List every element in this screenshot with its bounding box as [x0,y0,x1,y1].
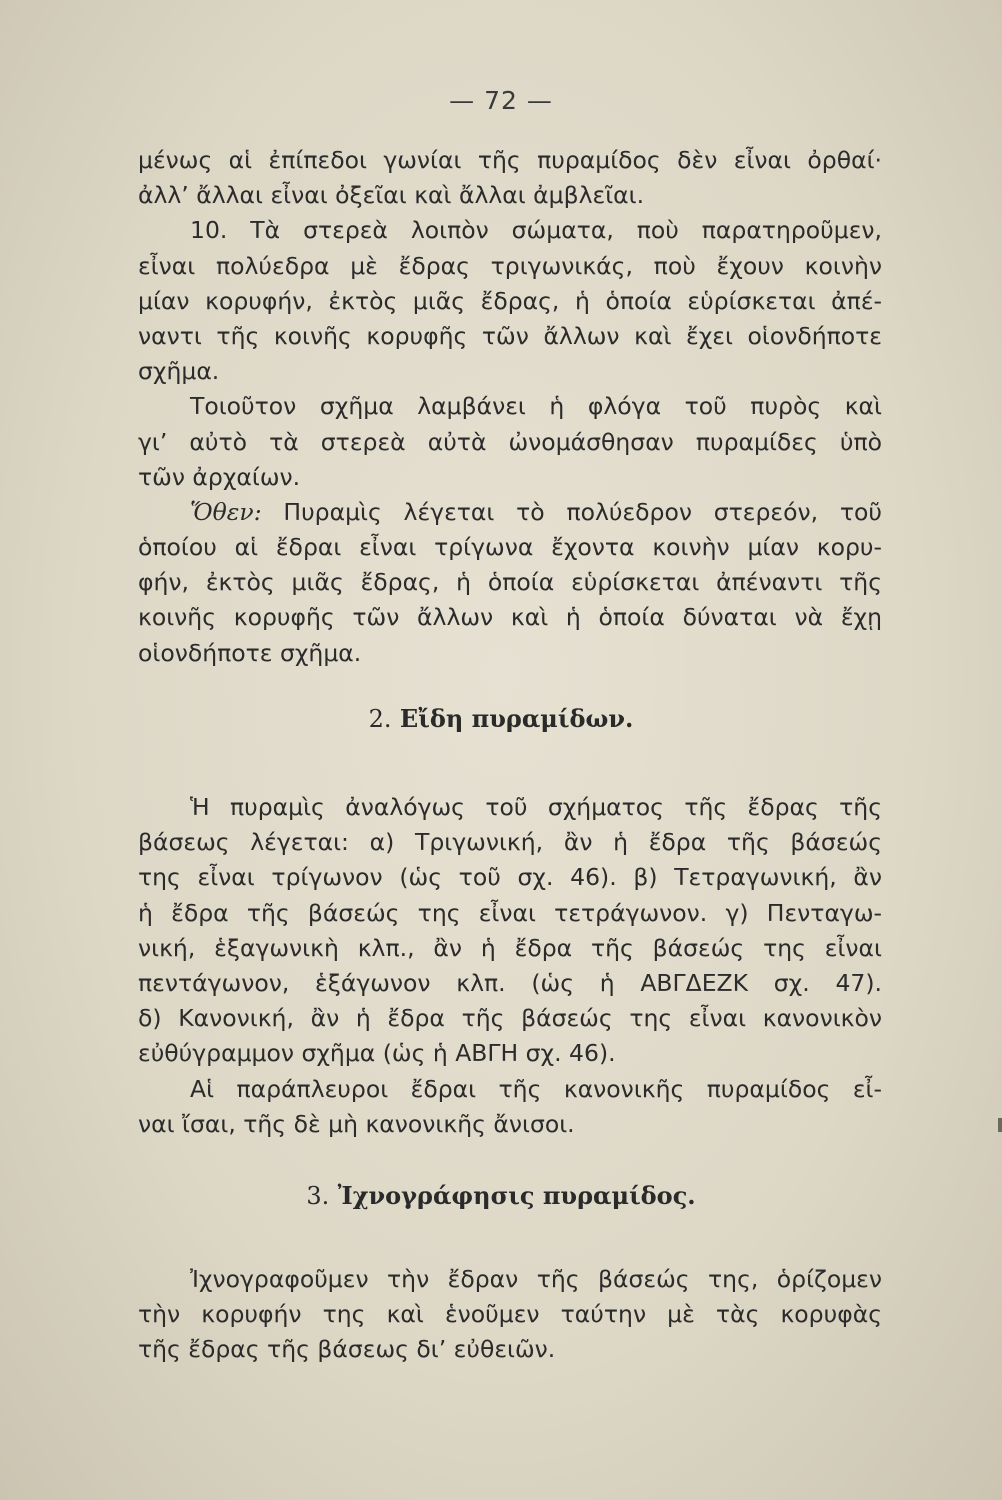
page-number: — 72 — [449,86,553,115]
text-line: 10. Τὰ στερεὰ λοιπὸν σώματα, ποὺ παρατηροῦμεν, [190,216,882,245]
text-line: νική, ἑξαγωνικὴ κλπ., ἂν ἡ ἔδρα τῆς βάσεώς της εἶναι [138,933,882,962]
text-line: μένως αἱ ἐπίπεδοι γωνίαι τῆς πυραμίδος δὲν εἶναι ὀρθαί· [138,146,882,174]
definition-line [138,495,882,530]
text-line: δ) Κανονική, ἂν ἡ ἔδρα τῆς βάσεώς της εἶναι κανονικὸν [138,1004,882,1033]
text-line: ἀλλ’ ἄλλαι εἶναι ὀξεῖαι καὶ ἄλλαι ἀμβλεῖαι. [138,181,645,210]
text-line: σχῆμα. [138,357,220,386]
section-title: Εἴδη πυραμίδων. [399,704,634,733]
text-line: Ἰχνογραφοῦμεν τὴν ἔδραν τῆς βάσεώς της, ὁρίζομεν [190,1265,882,1293]
text-line: οἱονδήποτε σχῆμα. [138,638,362,667]
text-line: κοινῆς κορυφῆς τῶν ἄλλων καὶ ἡ ὁποία δύναται νὰ ἔχῃ [138,603,882,632]
text-line: ναντι τῆς κοινῆς κορυφῆς τῶν ἄλλων καὶ ἔχει οἱονδήποτε [138,321,882,350]
paragraph-block-2 [138,790,882,1142]
text-line: εὐθύγραμμον σχῆμα (ὡς ἡ ΑΒΓΗ σχ. 46). [138,1039,616,1068]
text-line: Αἱ παράπλευροι ἔδραι τῆς κανονικῆς πυραμίδος εἶ- [190,1074,882,1103]
text-line: Ἡ πυραμὶς ἀναλόγως τοῦ σχήματος τῆς ἔδρας τῆς [190,793,882,821]
section-heading-2 [0,704,1002,733]
text-line: ὁποίου αἱ ἔδραι εἶναι τρίγωνα ἔχοντα κοινὴν μίαν κορυ- [138,533,882,562]
text-line: γι’ αὐτὸ τὰ στερεὰ αὐτὰ ὠνομάσθησαν πυραμίδες ὑπὸ [138,427,882,456]
paragraph-block-3 [138,1262,882,1368]
section-number: 3. [306,1182,330,1210]
text-line: της εἶναι τρίγωνον (ὡς τοῦ σχ. 46). β) Τετραγωνική, ἂν [138,863,882,892]
text-line: τῶν ἀρχαίων. [138,462,301,491]
text-line: Τοιοῦτον σχῆμα λαμβάνει ἡ φλόγα τοῦ πυρὸς καὶ [190,392,882,421]
section-heading-3 [0,1181,1002,1210]
page-edge-mark [998,1118,1002,1132]
section-title: Ἰχνογράφησις πυραμίδος. [337,1181,696,1210]
text-line: πεντάγωνον, ἑξάγωνον κλπ. (ὡς ἡ ΑΒΓΔΕΖΚ σχ. 47). [138,968,882,997]
text-line: Πυραμὶς λέγεται τὸ πολύεδρον στερεόν, τοῦ [283,497,882,526]
section-number: 2. [368,705,392,733]
text-line: βάσεως λέγεται: α) Τριγωνική, ἂν ἡ ἔδρα τῆς βάσεώς [138,828,882,857]
text-line: τὴν κορυφήν της καὶ ἑνοῦμεν ταύτην μὲ τὰς κορυφὰς [138,1300,882,1329]
text-line: φήν, ἐκτὸς μιᾶς ἔδρας, ἡ ὁποία εὑρίσκεται ἀπέναντι τῆς [138,568,882,597]
text-line: εἶναι πολύεδρα μὲ ἔδρας τριγωνικάς, ποὺ ἔχουν κοινὴν [138,251,882,280]
text-line: ναι ἴσαι, τῆς δὲ μὴ κανονικῆς ἄνισοι. [138,1109,575,1138]
text-line: μίαν κορυφήν, ἐκτὸς μιᾶς ἔδρας, ἡ ὁποία εὑρίσκεται ἀπέ- [138,286,882,315]
paragraph-block-1 [138,143,882,671]
othen-term: Ὅθεν: [190,497,262,526]
text-line: ἡ ἔδρα τῆς βάσεώς της εἶναι τετράγωνον. γ) Πενταγω- [138,898,882,927]
text-line: τῆς ἔδρας τῆς βάσεως δι’ εὐθειῶν. [138,1335,556,1364]
